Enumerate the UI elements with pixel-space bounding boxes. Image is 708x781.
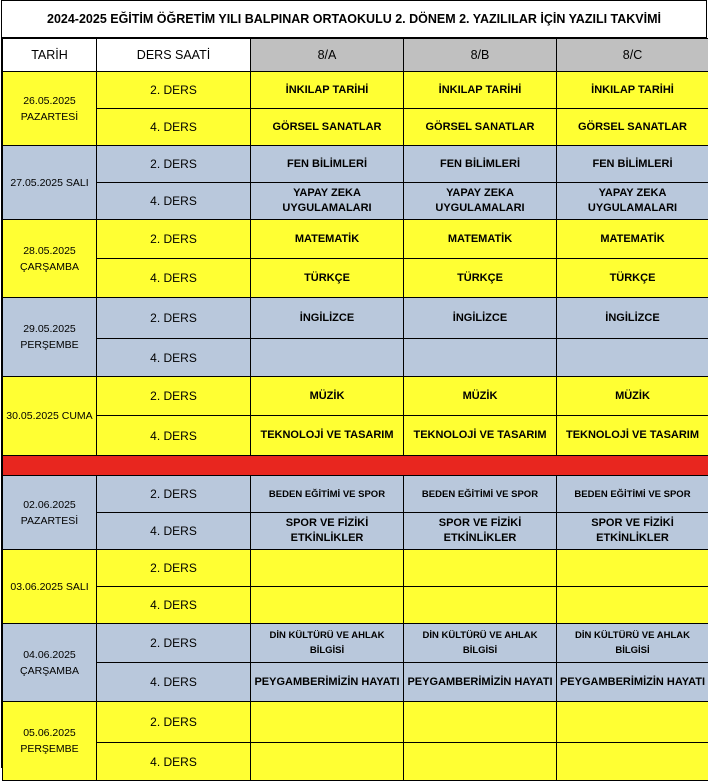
subject-cell-8b: MATEMATİK [404,220,557,259]
period-cell: 2. DERS [97,298,251,339]
subject-cell-8b: TÜRKÇE [404,259,557,298]
subject-cell-8b: TEKNOLOJİ VE TASARIM [404,416,557,456]
subject-cell-8a: BEDEN EĞİTİMİ VE SPOR [251,476,404,513]
date-text: 27.05.2025 SALI [4,175,95,191]
schedule-row [3,513,708,550]
subject-cell-8c: İNKILAP TARİHİ [557,72,708,109]
weekday-text: PAZARTESİ [4,513,95,529]
period-cell: 4. DERS [97,183,251,220]
schedule-row [3,220,708,259]
subject-cell-8c: PEYGAMBERİMİZİN HAYATI [557,663,708,702]
period-cell: 4. DERS [97,513,251,550]
date-cell [3,476,97,550]
schedule-row [3,743,708,781]
subject-cell-8a [251,743,404,781]
subject-cell-8c: BEDEN EĞİTİMİ VE SPOR [557,476,708,513]
subject-cell-8b [404,743,557,781]
schedule-row [3,476,708,513]
subject-cell-8b: İNGİLİZCE [404,298,557,339]
date-text: 29.05.2025 [4,321,95,337]
subject-cell-8b: SPOR VE FİZİKİ ETKİNLİKLER [404,513,557,550]
subject-cell-8b: BEDEN EĞİTİMİ VE SPOR [404,476,557,513]
weekday-text: ÇARŞAMBA [4,259,95,275]
subject-cell-8b [404,550,557,587]
period-cell: 4. DERS [97,109,251,146]
period-cell: 2. DERS [97,550,251,587]
schedule-row [3,72,708,109]
schedule-row [3,587,708,624]
subject-cell-8c: İNGİLİZCE [557,298,708,339]
subject-cell-8a: MÜZİK [251,377,404,416]
weekday-text: PERŞEMBE [4,741,95,757]
schedule-row [3,183,708,220]
schedule-row [3,109,708,146]
subject-cell-8a [251,550,404,587]
header-class-8b: 8/B [404,39,557,72]
exam-schedule-sheet [1,0,707,768]
header-class-8a: 8/A [251,39,404,72]
subject-cell-8a [251,339,404,377]
period-cell: 2. DERS [97,72,251,109]
date-cell [3,146,97,220]
subject-cell-8a [251,587,404,624]
subject-cell-8a: TÜRKÇE [251,259,404,298]
subject-cell-8c: TEKNOLOJİ VE TASARIM [557,416,708,456]
date-text: 26.05.2025 [4,93,95,109]
period-cell: 4. DERS [97,587,251,624]
subject-cell-8a: İNGİLİZCE [251,298,404,339]
period-cell: 2. DERS [97,220,251,259]
schedule-row [3,298,708,339]
subject-cell-8a: PEYGAMBERİMİZİN HAYATI [251,663,404,702]
subject-cell-8a: MATEMATİK [251,220,404,259]
subject-cell-8c [557,550,708,587]
subject-cell-8c [557,702,708,743]
date-text: 30.05.2025 CUMA [4,408,95,424]
date-text: 02.06.2025 [4,497,95,513]
period-cell: 4. DERS [97,339,251,377]
schedule-row [3,416,708,456]
date-cell [3,298,97,377]
header-period: DERS SAATİ [97,39,251,72]
subject-cell-8a: SPOR VE FİZİKİ ETKİNLİKLER [251,513,404,550]
schedule-row [3,624,708,663]
schedule-row [3,339,708,377]
subject-cell-8c: FEN BİLİMLERİ [557,146,708,183]
weekday-text: ÇARŞAMBA [4,663,95,679]
subject-cell-8c [557,339,708,377]
subject-cell-8b: GÖRSEL SANATLAR [404,109,557,146]
schedule-row [3,550,708,587]
subject-cell-8a: FEN BİLİMLERİ [251,146,404,183]
period-cell: 4. DERS [97,743,251,781]
period-cell: 2. DERS [97,624,251,663]
subject-cell-8b: MÜZİK [404,377,557,416]
period-cell: 2. DERS [97,476,251,513]
subject-cell-8b: PEYGAMBERİMİZİN HAYATI [404,663,557,702]
subject-cell-8c: GÖRSEL SANATLAR [557,109,708,146]
subject-cell-8b [404,702,557,743]
subject-cell-8c: DİN KÜLTÜRÜ VE AHLAK BİLGİSİ [557,624,708,663]
date-cell [3,702,97,781]
header-row [3,39,708,72]
date-cell [3,550,97,624]
subject-cell-8b: İNKILAP TARİHİ [404,72,557,109]
date-cell [3,72,97,146]
subject-cell-8a: İNKILAP TARİHİ [251,72,404,109]
subject-cell-8a [251,702,404,743]
subject-cell-8c [557,743,708,781]
subject-cell-8c [557,587,708,624]
period-cell: 2. DERS [97,146,251,183]
schedule-title: 2024-2025 EĞİTİM ÖĞRETİM YILI BALPINAR ORTAOKULU 2. DÖNEM 2. YAZILILAR İÇİN YAZILI TAKVİMİ [2,1,706,38]
header-class-8c: 8/C [557,39,708,72]
date-text: 04.06.2025 [4,647,95,663]
subject-cell-8b: DİN KÜLTÜRÜ VE AHLAK BİLGİSİ [404,624,557,663]
schedule-row [3,146,708,183]
schedule-row [3,259,708,298]
schedule-table [2,38,708,781]
subject-cell-8c: MÜZİK [557,377,708,416]
date-text: 05.06.2025 [4,725,95,741]
subject-cell-8c: MATEMATİK [557,220,708,259]
subject-cell-8b [404,339,557,377]
period-cell: 4. DERS [97,663,251,702]
subject-cell-8c: SPOR VE FİZİKİ ETKİNLİKLER [557,513,708,550]
subject-cell-8a: DİN KÜLTÜRÜ VE AHLAK BİLGİSİ [251,624,404,663]
subject-cell-8a: TEKNOLOJİ VE TASARIM [251,416,404,456]
date-text: 03.06.2025 SALI [4,579,95,595]
schedule-row [3,702,708,743]
subject-cell-8b [404,587,557,624]
subject-cell-8c: YAPAY ZEKA UYGULAMALARI [557,183,708,220]
week-separator [3,456,708,476]
weekday-text: PAZARTESİ [4,109,95,125]
subject-cell-8b: FEN BİLİMLERİ [404,146,557,183]
weekday-text: PERŞEMBE [4,337,95,353]
header-date: TARİH [3,39,97,72]
date-cell [3,220,97,298]
period-cell: 2. DERS [97,377,251,416]
subject-cell-8b: YAPAY ZEKA UYGULAMALARI [404,183,557,220]
date-text: 28.05.2025 [4,243,95,259]
subject-cell-8a: YAPAY ZEKA UYGULAMALARI [251,183,404,220]
subject-cell-8c: TÜRKÇE [557,259,708,298]
date-cell [3,624,97,702]
date-cell [3,377,97,456]
week-separator-bar [3,456,708,476]
period-cell: 4. DERS [97,416,251,456]
period-cell: 4. DERS [97,259,251,298]
schedule-row [3,377,708,416]
period-cell: 2. DERS [97,702,251,743]
schedule-row [3,663,708,702]
subject-cell-8a: GÖRSEL SANATLAR [251,109,404,146]
